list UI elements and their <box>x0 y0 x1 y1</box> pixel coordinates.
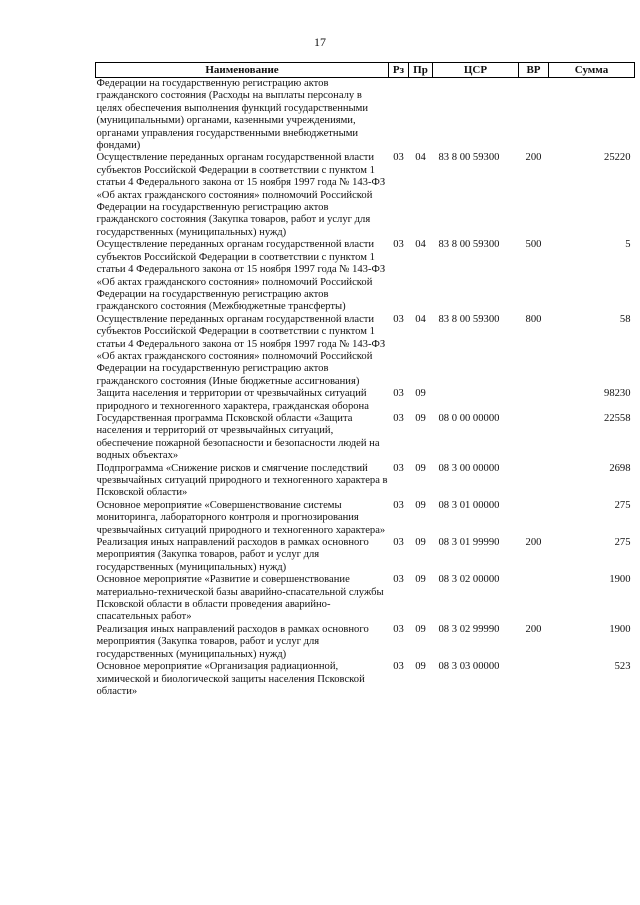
cell-rz: 03 <box>393 152 404 164</box>
cell-vr <box>519 388 549 413</box>
cell-vr: 800 <box>525 313 542 325</box>
cell-sum: 275 <box>614 499 631 511</box>
cell-csr: 08 3 01 00000 <box>438 499 500 511</box>
cell-pr: 09 <box>415 623 426 635</box>
cell-sum: 98230 <box>604 388 631 400</box>
cell-csr: 08 3 01 99990 <box>438 537 500 549</box>
cell-vr: 200 <box>525 623 542 635</box>
cell-pr: 09 <box>415 574 426 586</box>
cell-name: Реализация иных направлений расходов в рамках основного мероприятия (Закупка товаров, работ и услуг для государственных (муниципальных) нужд) <box>96 537 369 573</box>
cell-vr: 200 <box>525 152 542 164</box>
cell-pr: 04 <box>415 152 426 164</box>
table-row <box>96 661 635 698</box>
cell-csr: 08 0 00 00000 <box>438 412 500 424</box>
cell-vr <box>519 463 549 500</box>
cell-rz: 03 <box>393 537 404 549</box>
table-row <box>96 152 635 239</box>
header-name: Наименование <box>96 63 389 78</box>
cell-csr: 08 3 00 00000 <box>438 462 500 474</box>
cell-sum <box>549 78 635 153</box>
cell-sum: 275 <box>614 537 631 549</box>
cell-pr: 04 <box>415 313 426 325</box>
table-row <box>96 537 635 574</box>
cell-vr <box>519 78 549 153</box>
cell-name: Защита населения и территории от чрезвычайных ситуаций природного и техногенного характера, гражданская оборона <box>96 388 369 412</box>
table-row <box>96 463 635 500</box>
table-row <box>96 500 635 537</box>
cell-rz: 03 <box>393 574 404 586</box>
header-rz: Рз <box>389 63 409 78</box>
table-row <box>96 624 635 661</box>
cell-name: Государственная программа Псковской области «Защита населения и территорий от чрезвычайных ситуаций, обеспечение пожарной безопасности и безопасности людей на водных объектах» <box>96 412 380 462</box>
cell-name: Осуществление переданных органам государственной власти субъектов Российской Федерации в соответствии с пунктом 1 статьи 4 Федерального закона от 15 ноября 1997 года № 143-ФЗ «Об актах гражданского состояния» полномочий Российской Федерации на государственную регистрацию актов гражданского состояния (Закупка товаров, работ и услуг для государственных (муниципальных) нужд) <box>96 152 386 238</box>
cell-name: Подпрограмма «Снижение рисков и смягчение последствий чрезвычайных ситуаций природного и техногенного характера в Псковской области» <box>96 462 388 499</box>
cell-vr: 500 <box>525 239 542 251</box>
cell-sum: 58 <box>619 313 631 325</box>
cell-rz: 03 <box>393 388 404 400</box>
cell-rz: 03 <box>393 661 404 673</box>
cell-sum: 25220 <box>604 152 631 164</box>
cell-pr: 09 <box>415 499 426 511</box>
cell-vr <box>519 661 549 698</box>
table-row <box>96 314 635 388</box>
header-pr: Пр <box>409 63 433 78</box>
cell-sum: 1900 <box>609 574 631 586</box>
cell-rz: 03 <box>393 313 404 325</box>
cell-rz: 03 <box>393 623 404 635</box>
cell-csr: 83 8 00 59300 <box>438 152 500 164</box>
cell-csr: 83 8 00 59300 <box>438 239 500 251</box>
cell-sum: 5 <box>625 239 631 251</box>
cell-name: Осуществление переданных органам государственной власти субъектов Российской Федерации в соответствии с пунктом 1 статьи 4 Федерального закона от 15 ноября 1997 года № 143-ФЗ «Об актах гражданского состояния» полномочий Российской Федерации на государственную регистрацию актов гражданского состояния (Межбюджетные трансферты) <box>96 239 386 313</box>
cell-name: Осуществление переданных органам государственной власти субъектов Российской Федерации в соответствии с пунктом 1 статьи 4 Федерального закона от 15 ноября 1997 года № 143-ФЗ «Об актах гражданского состояния» полномочий Российской Федерации на государственную регистрацию актов гражданского состояния (Иные бюджетные ассигнования) <box>96 313 386 387</box>
cell-csr: 83 8 00 59300 <box>438 313 500 325</box>
cell-rz: 03 <box>393 462 404 474</box>
cell-csr <box>433 388 519 413</box>
cell-csr: 08 3 02 00000 <box>438 574 500 586</box>
cell-pr: 04 <box>415 239 426 251</box>
cell-sum: 523 <box>614 661 631 673</box>
cell-sum: 22558 <box>604 412 631 424</box>
table-row <box>96 388 635 413</box>
table-row <box>96 78 635 153</box>
cell-pr: 09 <box>415 388 426 400</box>
cell-vr <box>519 413 549 463</box>
cell-name: Основное мероприятие «Организация радиационной, химической и биологической защиты населения Псковской области» <box>96 661 365 697</box>
cell-rz: 03 <box>393 239 404 251</box>
cell-csr: 08 3 02 99990 <box>438 623 500 635</box>
cell-pr: 09 <box>415 537 426 549</box>
budget-table <box>95 62 635 698</box>
header-sum: Сумма <box>549 63 635 78</box>
table-row <box>96 574 635 624</box>
table-header-row <box>96 63 635 78</box>
header-vr: ВР <box>519 63 549 78</box>
cell-rz: 03 <box>393 499 404 511</box>
cell-sum: 1900 <box>609 623 631 635</box>
cell-rz: 03 <box>393 412 404 424</box>
cell-rz <box>389 78 409 153</box>
cell-pr <box>409 78 433 153</box>
cell-name: Реализация иных направлений расходов в рамках основного мероприятия (Закупка товаров, работ и услуг для государственных (муниципальных) нужд) <box>96 623 369 660</box>
cell-csr: 08 3 03 00000 <box>438 661 500 673</box>
table-body <box>96 78 635 699</box>
cell-pr: 09 <box>415 462 426 474</box>
page-number: 17 <box>314 35 326 49</box>
table-row <box>96 413 635 463</box>
cell-name: Основное мероприятие «Совершенствование системы мониторинга, лабораторного контроля и прогнозирования чрезвычайных ситуаций природного и техногенного характера» <box>96 499 386 536</box>
header-csr: ЦСР <box>433 63 519 78</box>
cell-pr: 09 <box>415 661 426 673</box>
cell-vr <box>519 574 549 624</box>
cell-name: Федерации на государственную регистрацию актов гражданского состояния (Расходы на выплаты персоналу в целях обеспечения выполнения функций государственными (муниципальными) органами, казенными учреждениями, органами управления государственными внебюджетными фондами) <box>96 78 369 152</box>
cell-vr <box>519 500 549 537</box>
cell-name: Основное мероприятие «Развитие и совершенствование материально-технической базы аварийно-спасательной службы Псковской области в области проведения аварийно-спасательных работ» <box>96 574 384 623</box>
cell-csr <box>433 78 519 153</box>
cell-pr: 09 <box>415 412 426 424</box>
cell-sum: 2698 <box>609 462 631 474</box>
cell-vr: 200 <box>525 537 542 549</box>
table-row <box>96 239 635 313</box>
